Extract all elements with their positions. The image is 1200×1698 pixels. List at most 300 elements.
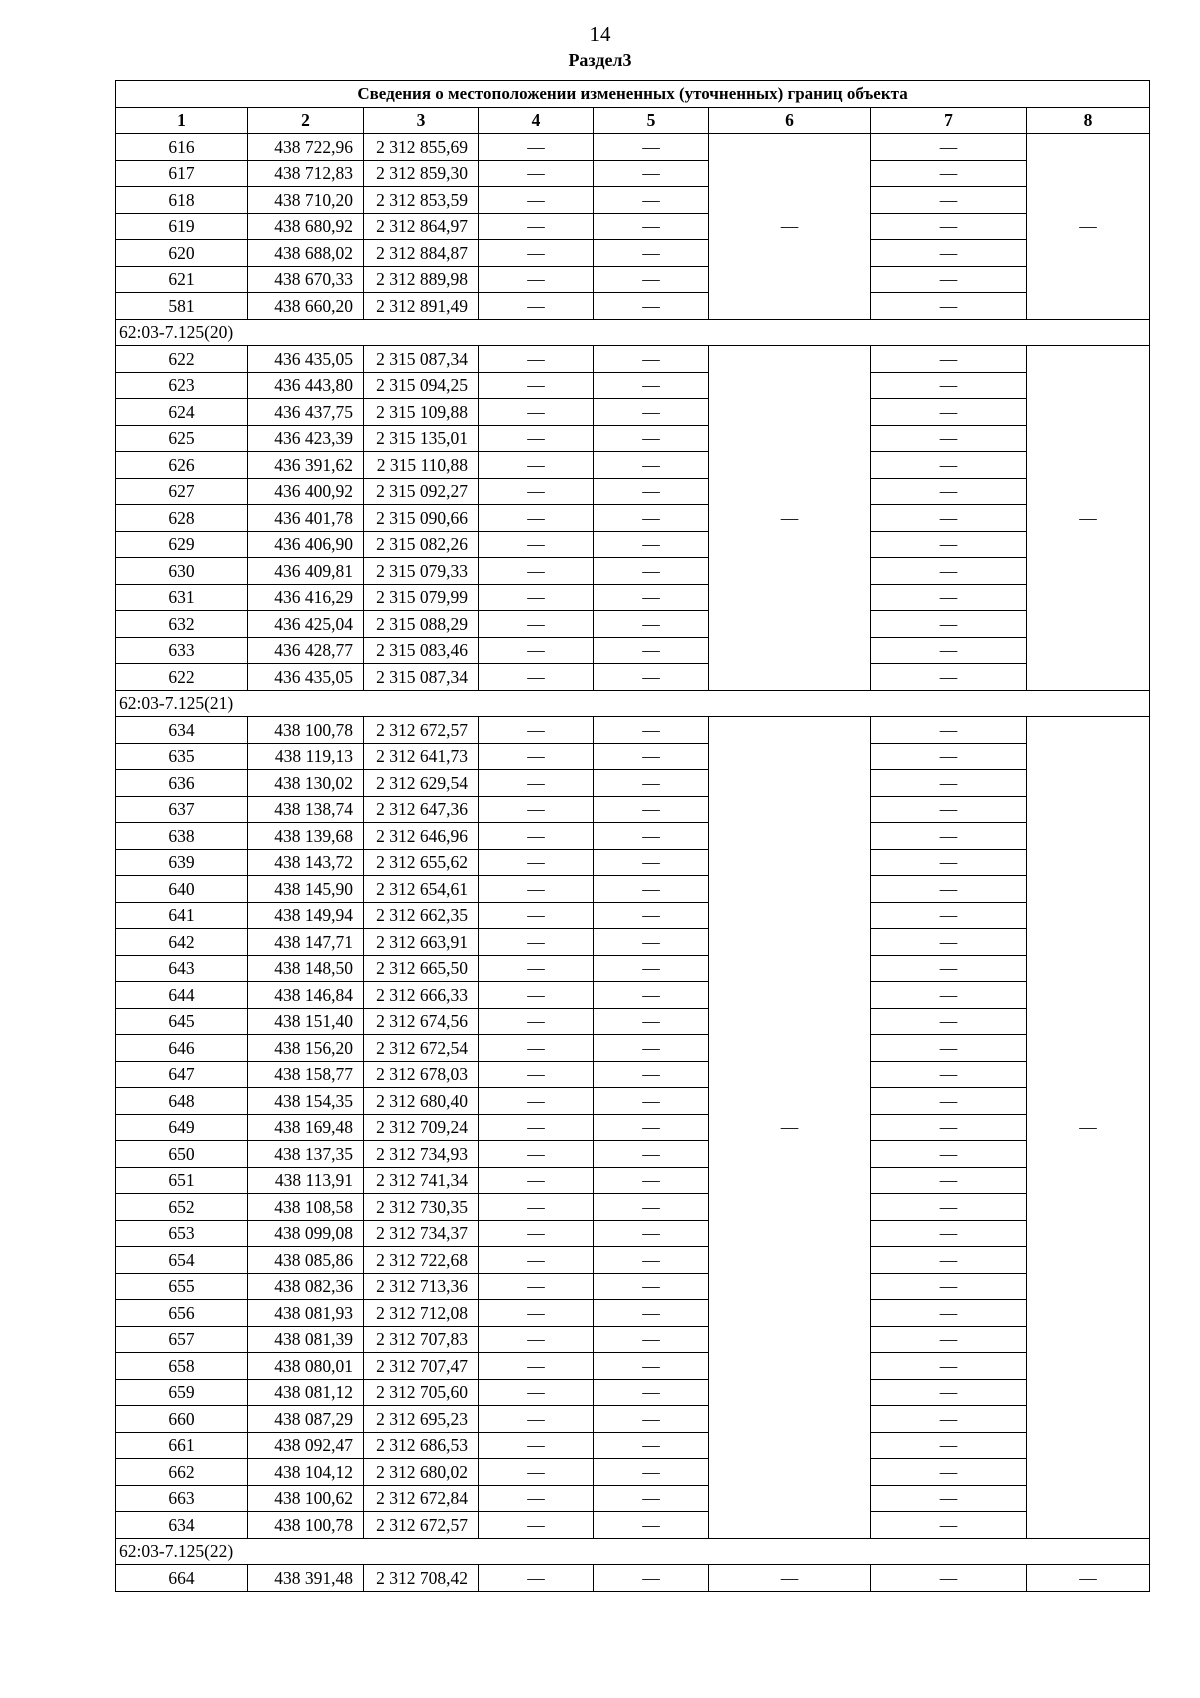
coordinate-x: 438 158,77 xyxy=(248,1061,364,1088)
column-5-value: — xyxy=(594,584,709,611)
column-4-value: — xyxy=(479,1220,594,1247)
column-4-value: — xyxy=(479,558,594,585)
coordinate-x: 438 148,50 xyxy=(248,955,364,982)
table-row xyxy=(116,372,1150,399)
coordinate-y: 2 315 109,88 xyxy=(364,399,479,426)
column-5-value: — xyxy=(594,1088,709,1115)
column-5-value: — xyxy=(594,1353,709,1380)
point-number: 660 xyxy=(116,1406,248,1433)
column-4-value: — xyxy=(479,1035,594,1062)
column-4-value: — xyxy=(479,1353,594,1380)
column-4-value: — xyxy=(479,531,594,558)
coordinate-y: 2 312 709,24 xyxy=(364,1114,479,1141)
column-4-value: — xyxy=(479,1141,594,1168)
coordinate-y: 2 312 855,69 xyxy=(364,134,479,161)
column-5-value: — xyxy=(594,1247,709,1274)
coordinate-x: 436 401,78 xyxy=(248,505,364,532)
coordinate-x: 436 437,75 xyxy=(248,399,364,426)
column-4-value: — xyxy=(479,1194,594,1221)
column-5-value: — xyxy=(594,1114,709,1141)
column-5-value: — xyxy=(594,399,709,426)
column-7-value: — xyxy=(871,584,1027,611)
table-row xyxy=(116,478,1150,505)
coordinate-y: 2 312 859,30 xyxy=(364,160,479,187)
coordinate-y: 2 312 678,03 xyxy=(364,1061,479,1088)
coordinate-y: 2 312 734,93 xyxy=(364,1141,479,1168)
coordinate-y: 2 312 695,23 xyxy=(364,1406,479,1433)
point-number: 645 xyxy=(116,1008,248,1035)
column-4-value: — xyxy=(479,240,594,267)
column-7-value: — xyxy=(871,531,1027,558)
table-row xyxy=(116,796,1150,823)
column-7-value: — xyxy=(871,452,1027,479)
coordinate-x: 438 081,39 xyxy=(248,1326,364,1353)
column-7-value: — xyxy=(871,240,1027,267)
point-number: 640 xyxy=(116,876,248,903)
point-number: 617 xyxy=(116,160,248,187)
coordinate-y: 2 312 672,54 xyxy=(364,1035,479,1062)
coordinate-x: 436 406,90 xyxy=(248,531,364,558)
column-4-value: — xyxy=(479,717,594,744)
point-number: 642 xyxy=(116,929,248,956)
table-row xyxy=(116,1247,1150,1274)
column-7-value: — xyxy=(871,425,1027,452)
column-5-value: — xyxy=(594,1273,709,1300)
point-number: 620 xyxy=(116,240,248,267)
coordinate-x: 438 113,91 xyxy=(248,1167,364,1194)
coordinate-y: 2 315 082,26 xyxy=(364,531,479,558)
column-7-value: — xyxy=(871,1353,1027,1380)
column-5-value: — xyxy=(594,531,709,558)
coordinate-x: 438 081,93 xyxy=(248,1300,364,1327)
column-5-value: — xyxy=(594,637,709,664)
column-5-value: — xyxy=(594,425,709,452)
coordinate-x: 438 156,20 xyxy=(248,1035,364,1062)
coordinate-y: 2 312 672,57 xyxy=(364,717,479,744)
point-number: 662 xyxy=(116,1459,248,1486)
column-5-value: — xyxy=(594,187,709,214)
point-number: 634 xyxy=(116,1512,248,1539)
column-7-value: — xyxy=(871,266,1027,293)
point-number: 639 xyxy=(116,849,248,876)
point-number: 651 xyxy=(116,1167,248,1194)
column-7-value: — xyxy=(871,1141,1027,1168)
point-number: 627 xyxy=(116,478,248,505)
column-7-value: — xyxy=(871,1485,1027,1512)
column-5-value: — xyxy=(594,611,709,638)
column-5-value: — xyxy=(594,213,709,240)
point-number: 636 xyxy=(116,770,248,797)
column-4-value: — xyxy=(479,1273,594,1300)
table-row xyxy=(116,399,1150,426)
column-7-value: — xyxy=(871,1008,1027,1035)
column-7-value: — xyxy=(871,1088,1027,1115)
column-7-value: — xyxy=(871,187,1027,214)
coordinate-y: 2 312 686,53 xyxy=(364,1432,479,1459)
coordinate-x: 438 100,78 xyxy=(248,717,364,744)
column-5-value: — xyxy=(594,134,709,161)
coordinate-x: 438 100,78 xyxy=(248,1512,364,1539)
point-number: 635 xyxy=(116,743,248,770)
column-7-value: — xyxy=(871,1220,1027,1247)
point-number: 619 xyxy=(116,213,248,240)
coordinate-x: 438 139,68 xyxy=(248,823,364,850)
column-7-value: — xyxy=(871,717,1027,744)
coordinate-x: 438 138,74 xyxy=(248,796,364,823)
point-number: 647 xyxy=(116,1061,248,1088)
coordinate-y: 2 312 889,98 xyxy=(364,266,479,293)
coordinate-y: 2 312 730,35 xyxy=(364,1194,479,1221)
point-number: 630 xyxy=(116,558,248,585)
table-row xyxy=(116,425,1150,452)
table-row xyxy=(116,770,1150,797)
column-5-value: — xyxy=(594,664,709,691)
coordinate-x: 436 428,77 xyxy=(248,637,364,664)
point-number: 622 xyxy=(116,664,248,691)
point-number: 621 xyxy=(116,266,248,293)
column-4-value: — xyxy=(479,1379,594,1406)
table-row xyxy=(116,611,1150,638)
column-8-value: — xyxy=(1027,717,1150,1539)
column-8-value: — xyxy=(1027,134,1150,320)
coordinate-y: 2 312 641,73 xyxy=(364,743,479,770)
column-7-value: — xyxy=(871,743,1027,770)
coordinate-y: 2 312 734,37 xyxy=(364,1220,479,1247)
column-4-value: — xyxy=(479,1088,594,1115)
column-5-value: — xyxy=(594,1379,709,1406)
table-row xyxy=(116,1432,1150,1459)
coordinate-y: 2 312 707,83 xyxy=(364,1326,479,1353)
coordinate-x: 438 099,08 xyxy=(248,1220,364,1247)
coordinate-x: 438 680,92 xyxy=(248,213,364,240)
coordinate-x: 438 080,01 xyxy=(248,1353,364,1380)
column-4-value: — xyxy=(479,346,594,373)
point-number: 657 xyxy=(116,1326,248,1353)
column-5-value: — xyxy=(594,1300,709,1327)
column-5-value: — xyxy=(594,823,709,850)
coordinate-y: 2 312 705,60 xyxy=(364,1379,479,1406)
column-header-row xyxy=(116,107,1150,134)
point-number: 652 xyxy=(116,1194,248,1221)
coordinate-x: 436 416,29 xyxy=(248,584,364,611)
column-4-value: — xyxy=(479,1326,594,1353)
column-5-value: — xyxy=(594,955,709,982)
point-number: 648 xyxy=(116,1088,248,1115)
column-5-value: — xyxy=(594,770,709,797)
table-caption: Сведения о местоположении измененных (уточненных) границ объекта xyxy=(116,81,1150,108)
column-4-value: — xyxy=(479,505,594,532)
table-row xyxy=(116,1565,1150,1592)
table-row xyxy=(116,240,1150,267)
column-7-value: — xyxy=(871,1061,1027,1088)
point-number: 633 xyxy=(116,637,248,664)
column-5-value: — xyxy=(594,478,709,505)
column-4-value: — xyxy=(479,425,594,452)
column-4-value: — xyxy=(479,1432,594,1459)
table-row xyxy=(116,293,1150,320)
point-number: 637 xyxy=(116,796,248,823)
column-5-value: — xyxy=(594,717,709,744)
column-7-value: — xyxy=(871,399,1027,426)
column-7-value: — xyxy=(871,134,1027,161)
coordinate-x: 438 137,35 xyxy=(248,1141,364,1168)
coordinate-x: 436 425,04 xyxy=(248,611,364,638)
column-4-value: — xyxy=(479,743,594,770)
table-row xyxy=(116,1326,1150,1353)
column-5-value: — xyxy=(594,1061,709,1088)
column-4-value: — xyxy=(479,1247,594,1274)
column-4-value: — xyxy=(479,584,594,611)
coordinate-x: 438 081,12 xyxy=(248,1379,364,1406)
column-5-value: — xyxy=(594,558,709,585)
coordinate-x: 438 710,20 xyxy=(248,187,364,214)
column-7-value: — xyxy=(871,1512,1027,1539)
point-number: 618 xyxy=(116,187,248,214)
column-header: 8 xyxy=(1027,107,1150,134)
coordinate-y: 2 312 707,47 xyxy=(364,1353,479,1380)
table-row xyxy=(116,584,1150,611)
column-7-value: — xyxy=(871,1565,1027,1592)
point-number: 659 xyxy=(116,1379,248,1406)
table-row xyxy=(116,1300,1150,1327)
column-5-value: — xyxy=(594,1035,709,1062)
coordinate-y: 2 315 087,34 xyxy=(364,664,479,691)
point-number: 658 xyxy=(116,1353,248,1380)
column-7-value: — xyxy=(871,372,1027,399)
table-row xyxy=(116,1114,1150,1141)
table-row xyxy=(116,187,1150,214)
coordinate-x: 436 443,80 xyxy=(248,372,364,399)
table-row xyxy=(116,1379,1150,1406)
table-row xyxy=(116,1353,1150,1380)
coordinate-x: 438 391,48 xyxy=(248,1565,364,1592)
column-5-value: — xyxy=(594,1512,709,1539)
column-7-value: — xyxy=(871,902,1027,929)
coordinate-x: 436 435,05 xyxy=(248,346,364,373)
coordinate-y: 2 312 646,96 xyxy=(364,823,479,850)
column-7-value: — xyxy=(871,1114,1027,1141)
column-7-value: — xyxy=(871,823,1027,850)
column-7-value: — xyxy=(871,637,1027,664)
coordinate-y: 2 312 680,40 xyxy=(364,1088,479,1115)
point-number: 664 xyxy=(116,1565,248,1592)
coordinate-y: 2 312 647,36 xyxy=(364,796,479,823)
column-8-value: — xyxy=(1027,346,1150,691)
column-4-value: — xyxy=(479,399,594,426)
column-header: 5 xyxy=(594,107,709,134)
point-number: 643 xyxy=(116,955,248,982)
column-4-value: — xyxy=(479,1061,594,1088)
coordinate-y: 2 312 864,97 xyxy=(364,213,479,240)
coordinate-y: 2 312 672,57 xyxy=(364,1512,479,1539)
point-number: 654 xyxy=(116,1247,248,1274)
table-row xyxy=(116,1406,1150,1433)
coordinate-x: 438 119,13 xyxy=(248,743,364,770)
coordinate-x: 438 151,40 xyxy=(248,1008,364,1035)
column-7-value: — xyxy=(871,849,1027,876)
column-5-value: — xyxy=(594,505,709,532)
column-4-value: — xyxy=(479,1565,594,1592)
column-4-value: — xyxy=(479,1512,594,1539)
table-caption-row xyxy=(116,81,1150,108)
coordinate-y: 2 312 663,91 xyxy=(364,929,479,956)
coordinate-x: 438 082,36 xyxy=(248,1273,364,1300)
table-row xyxy=(116,1008,1150,1035)
column-7-value: — xyxy=(871,955,1027,982)
column-4-value: — xyxy=(479,266,594,293)
coordinate-y: 2 315 087,34 xyxy=(364,346,479,373)
column-7-value: — xyxy=(871,505,1027,532)
column-header: 7 xyxy=(871,107,1027,134)
column-5-value: — xyxy=(594,1406,709,1433)
column-7-value: — xyxy=(871,293,1027,320)
point-number: 616 xyxy=(116,134,248,161)
coordinate-x: 438 660,20 xyxy=(248,293,364,320)
column-7-value: — xyxy=(871,1167,1027,1194)
column-8-value: — xyxy=(1027,1565,1150,1592)
point-number: 655 xyxy=(116,1273,248,1300)
column-6-value: — xyxy=(709,717,871,1539)
coordinate-x: 438 670,33 xyxy=(248,266,364,293)
column-4-value: — xyxy=(479,134,594,161)
table-row xyxy=(116,452,1150,479)
group-label: 62:03-7.125(20) xyxy=(116,319,1150,346)
table-row xyxy=(116,1141,1150,1168)
table-row xyxy=(116,876,1150,903)
column-4-value: — xyxy=(479,1114,594,1141)
column-7-value: — xyxy=(871,664,1027,691)
coordinate-y: 2 312 853,59 xyxy=(364,187,479,214)
column-7-value: — xyxy=(871,982,1027,1009)
column-5-value: — xyxy=(594,796,709,823)
coordinate-x: 436 391,62 xyxy=(248,452,364,479)
coordinate-y: 2 312 654,61 xyxy=(364,876,479,903)
point-number: 631 xyxy=(116,584,248,611)
table-row xyxy=(116,1194,1150,1221)
coordinate-y: 2 312 629,54 xyxy=(364,770,479,797)
column-5-value: — xyxy=(594,849,709,876)
column-5-value: — xyxy=(594,1459,709,1486)
point-number: 661 xyxy=(116,1432,248,1459)
coordinate-y: 2 315 135,01 xyxy=(364,425,479,452)
table-row xyxy=(116,213,1150,240)
column-5-value: — xyxy=(594,452,709,479)
coordinate-y: 2 315 079,33 xyxy=(364,558,479,585)
coordinate-y: 2 312 662,35 xyxy=(364,902,479,929)
column-4-value: — xyxy=(479,293,594,320)
column-4-value: — xyxy=(479,478,594,505)
column-7-value: — xyxy=(871,213,1027,240)
column-7-value: — xyxy=(871,1459,1027,1486)
column-4-value: — xyxy=(479,187,594,214)
column-4-value: — xyxy=(479,796,594,823)
column-4-value: — xyxy=(479,1300,594,1327)
coordinate-x: 438 169,48 xyxy=(248,1114,364,1141)
coordinate-x: 438 085,86 xyxy=(248,1247,364,1274)
point-number: 653 xyxy=(116,1220,248,1247)
coordinate-x: 438 712,83 xyxy=(248,160,364,187)
column-7-value: — xyxy=(871,160,1027,187)
column-7-value: — xyxy=(871,796,1027,823)
column-7-value: — xyxy=(871,1379,1027,1406)
point-number: 628 xyxy=(116,505,248,532)
column-header: 1 xyxy=(116,107,248,134)
point-number: 581 xyxy=(116,293,248,320)
coordinate-x: 438 154,35 xyxy=(248,1088,364,1115)
table-row xyxy=(116,717,1150,744)
coordinate-y: 2 312 665,50 xyxy=(364,955,479,982)
coordinate-x: 438 688,02 xyxy=(248,240,364,267)
column-4-value: — xyxy=(479,955,594,982)
column-5-value: — xyxy=(594,1008,709,1035)
column-header: 6 xyxy=(709,107,871,134)
coordinate-y: 2 312 672,84 xyxy=(364,1485,479,1512)
coordinate-y: 2 312 708,42 xyxy=(364,1565,479,1592)
coordinate-x: 438 149,94 xyxy=(248,902,364,929)
coordinate-x: 436 400,92 xyxy=(248,478,364,505)
column-4-value: — xyxy=(479,929,594,956)
coordinate-y: 2 312 884,87 xyxy=(364,240,479,267)
column-5-value: — xyxy=(594,1194,709,1221)
column-6-value: — xyxy=(709,346,871,691)
table-row xyxy=(116,1035,1150,1062)
table-row xyxy=(116,346,1150,373)
coordinate-y: 2 315 110,88 xyxy=(364,452,479,479)
table-row xyxy=(116,743,1150,770)
column-7-value: — xyxy=(871,1035,1027,1062)
coordinate-x: 438 092,47 xyxy=(248,1432,364,1459)
group-label: 62:03-7.125(21) xyxy=(116,690,1150,717)
column-5-value: — xyxy=(594,929,709,956)
table-row xyxy=(116,1273,1150,1300)
column-4-value: — xyxy=(479,160,594,187)
column-4-value: — xyxy=(479,823,594,850)
coordinate-y: 2 312 891,49 xyxy=(364,293,479,320)
column-7-value: — xyxy=(871,346,1027,373)
section-title: Раздел3 xyxy=(568,50,632,70)
coordinate-y: 2 315 092,27 xyxy=(364,478,479,505)
column-7-value: — xyxy=(871,478,1027,505)
column-7-value: — xyxy=(871,929,1027,956)
table-row xyxy=(116,134,1150,161)
column-5-value: — xyxy=(594,266,709,293)
point-number: 646 xyxy=(116,1035,248,1062)
column-4-value: — xyxy=(479,452,594,479)
table-row xyxy=(116,823,1150,850)
column-5-value: — xyxy=(594,1565,709,1592)
point-number: 641 xyxy=(116,902,248,929)
table-row xyxy=(116,531,1150,558)
column-4-value: — xyxy=(479,213,594,240)
coordinate-y: 2 315 083,46 xyxy=(364,637,479,664)
coordinate-y: 2 315 079,99 xyxy=(364,584,479,611)
table-row xyxy=(116,637,1150,664)
coordinate-x: 438 722,96 xyxy=(248,134,364,161)
column-4-value: — xyxy=(479,1406,594,1433)
coordinate-y: 2 315 094,25 xyxy=(364,372,479,399)
coordinate-x: 436 423,39 xyxy=(248,425,364,452)
column-4-value: — xyxy=(479,664,594,691)
table-row xyxy=(116,266,1150,293)
column-header: 4 xyxy=(479,107,594,134)
coordinate-y: 2 312 722,68 xyxy=(364,1247,479,1274)
coordinate-y: 2 312 666,33 xyxy=(364,982,479,1009)
column-6-value: — xyxy=(709,134,871,320)
point-number: 650 xyxy=(116,1141,248,1168)
coordinate-x: 438 087,29 xyxy=(248,1406,364,1433)
coordinate-y: 2 312 674,56 xyxy=(364,1008,479,1035)
column-7-value: — xyxy=(871,558,1027,585)
